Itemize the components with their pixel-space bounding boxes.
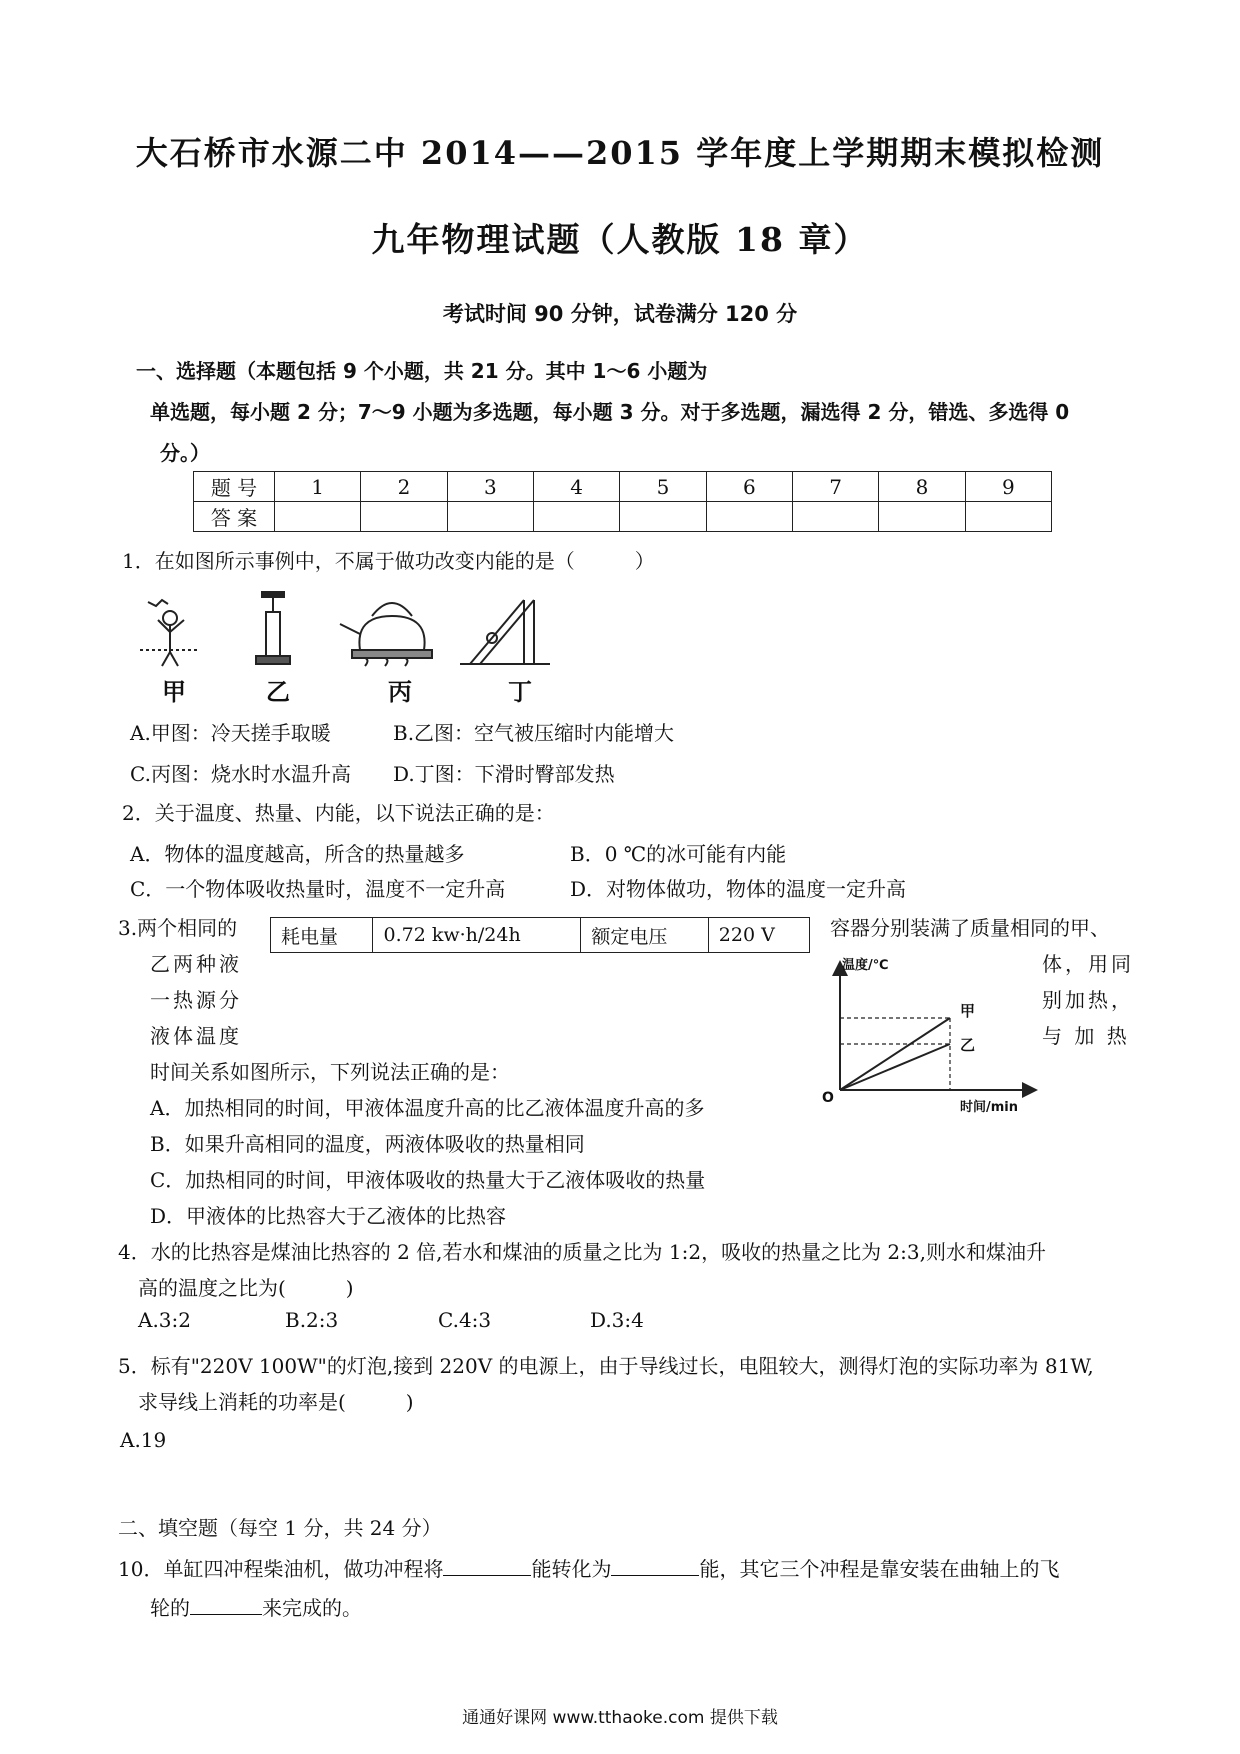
q1-option-c: C.丙图：烧水时水温升高 [130,762,351,786]
q3-line2-left: 乙两种液 [150,952,242,976]
series-jia-line [840,1018,950,1090]
q10-text-part3: 能，其它三个冲程是靠安装在曲轴上的飞 [699,1557,1060,1581]
info-cell: 耗电量 [271,918,373,953]
q3-line1-left: 3.两个相同的 [118,916,238,940]
q1-figure-drawings [140,590,615,670]
q3-graph-svg [820,960,1040,1110]
graph-ylabel: 温度/℃ [842,958,889,973]
q2-option-b: B．0 ℃的冰可能有内能 [570,842,787,866]
q1-option-b: B.乙图：空气被压缩时内能增大 [393,721,675,745]
q2-option-a: A．物体的温度越高，所含的热量越多 [130,842,465,866]
answer-table-answer-row [194,502,1052,532]
figure-label-jia: 甲 [162,678,186,706]
series-yi-line [840,1044,950,1090]
q3-option-b: B．如果升高相同的温度，两液体吸收的热量相同 [150,1132,585,1156]
q5-option-a: A.19 [120,1428,167,1452]
q10-line1 [118,1553,1059,1582]
q10-blank-1[interactable] [443,1574,531,1576]
answer-table-label-answer: 答 案 [194,502,275,532]
q2-stem: 2．关于温度、热量、内能，以下说法正确的是： [122,801,555,825]
answer-table-header-row [194,472,1052,502]
graph-series-yi-label: 乙 [960,1036,976,1054]
q3-option-c: C．加热相同的时间，甲液体吸收的热量大于乙液体吸收的热量 [150,1168,706,1192]
q10-text-part2: 能转化为 [531,1557,612,1581]
answer-cell[interactable] [361,502,447,532]
q1-option-a: A.甲图：冷天搓手取暖 [130,721,331,745]
q3-option-a: A．加热相同的时间，甲液体温度升高的比乙液体温度升高的多 [150,1096,705,1120]
answer-cell[interactable] [447,502,533,532]
section1-line2: 单选题，每小题 2 分；7～9 小题为多选题，每小题 3 分。对于多选题，漏选得 2 分，错选、多选得 0 [150,400,1070,424]
q4-line1: 4．水的比热容是煤油比热容的 2 倍,若水和煤油的质量之比为 1:2，吸收的热量之比为 2:3,则水和煤油升 [118,1240,1046,1264]
info-cell: 0.72 kw·h/24h [373,918,581,953]
answer-table-number: 8 [879,472,965,502]
answer-cell[interactable] [533,502,619,532]
q3-line4-right: 与 加 热 [1042,1024,1130,1048]
q1-stem: 1．在如图所示事例中，不属于做功改变内能的是（ ） [122,549,655,573]
answer-cell[interactable] [706,502,792,532]
q4-line2: 高的温度之比为( ) [138,1276,354,1300]
q4-option-a: A.3:2 [138,1308,191,1332]
q10-text-part5: 来完成的。 [262,1596,362,1620]
q1-figure [140,590,615,706]
answer-table-number: 3 [447,472,533,502]
q10-blank-2[interactable] [611,1574,699,1576]
piston-cylinder-icon [256,592,290,664]
graph-xlabel: 时间/min [960,1100,1019,1115]
rubbing-hands-icon [140,600,200,666]
q3-line1-right: 容器分别装满了质量相同的甲、 [830,916,1110,940]
q2-option-d: D．对物体做功，物体的温度一定升高 [570,877,907,901]
q10-blank-3[interactable] [190,1613,262,1615]
q4-option-c: C.4:3 [438,1308,492,1332]
q3-line5: 时间关系如图所示，下列说法正确的是： [150,1060,510,1084]
answer-cell[interactable] [620,502,706,532]
answer-table-number: 7 [792,472,878,502]
q10-text-part4: 轮的 [150,1596,190,1620]
q3-line4-left: 液体温度 [150,1024,242,1048]
figure-label-bing: 丙 [388,678,412,706]
q3-option-d: D．甲液体的比热容大于乙液体的比热容 [150,1204,507,1228]
section1-line1: 一、选择题（本题包括 9 个小题，共 21 分。其中 1～6 小题为 [136,359,708,383]
q3-line3-right: 别加热， [1042,988,1134,1012]
q3-line3-left: 一热源分 [150,988,242,1012]
page-footer: 通通好课网 www.tthaoke.com 提供下载 [462,1708,778,1728]
answer-table-number: 1 [275,472,361,502]
q1-option-d: D.丁图：下滑时臀部发热 [393,762,615,786]
info-cell: 额定电压 [581,918,708,953]
answer-table-number: 4 [533,472,619,502]
q3-info-table [270,917,810,953]
answer-cell[interactable] [792,502,878,532]
answer-cell[interactable] [879,502,965,532]
slide-icon [460,600,550,664]
answer-cell[interactable] [275,502,361,532]
exam-info: 考试时间 90 分钟，试卷满分 120 分 [442,302,798,326]
answer-table-number: 2 [361,472,447,502]
exam-subtitle: 九年物理试题（人教版 18 章） [371,220,869,259]
q5-line1: 5．标有"220V 100W"的灯泡,接到 220V 的电源上，由于导线过长，电阻较大，测得灯泡的实际功率为 81W, [118,1354,1094,1378]
answer-table [193,471,1052,532]
graph-origin: O [822,1090,834,1106]
answer-cell[interactable] [965,502,1051,532]
answer-table-label-number: 题 号 [194,472,275,502]
section2-heading: 二、填空题（每空 1 分，共 24 分） [118,1516,442,1540]
answer-table-number: 6 [706,472,792,502]
answer-table-number: 5 [620,472,706,502]
q3-line2-right: 体，用同 [1042,952,1134,976]
kettle-icon [340,603,432,666]
q5-line2: 求导线上消耗的功率是( ) [138,1390,414,1414]
q4-option-b: B.2:3 [285,1308,339,1332]
q3-temperature-graph [820,958,1040,1115]
info-cell: 220 V [708,918,809,953]
q4-option-d: D.3:4 [590,1308,644,1332]
q2-option-c: C．一个物体吸收热量时，温度不一定升高 [130,877,506,901]
q10-text-part1: 10．单缸四冲程柴油机，做功冲程将 [118,1557,444,1581]
section1-line3: 分。） [160,441,210,465]
graph-series-jia-label: 甲 [960,1002,976,1020]
exam-title: 大石桥市水源二中 2014——2015 学年度上学期期末模拟检测 [135,134,1105,172]
figure-label-yi: 乙 [266,678,290,706]
answer-table-number: 9 [965,472,1051,502]
q10-line2 [150,1592,362,1621]
figure-label-ding: 丁 [508,678,532,706]
